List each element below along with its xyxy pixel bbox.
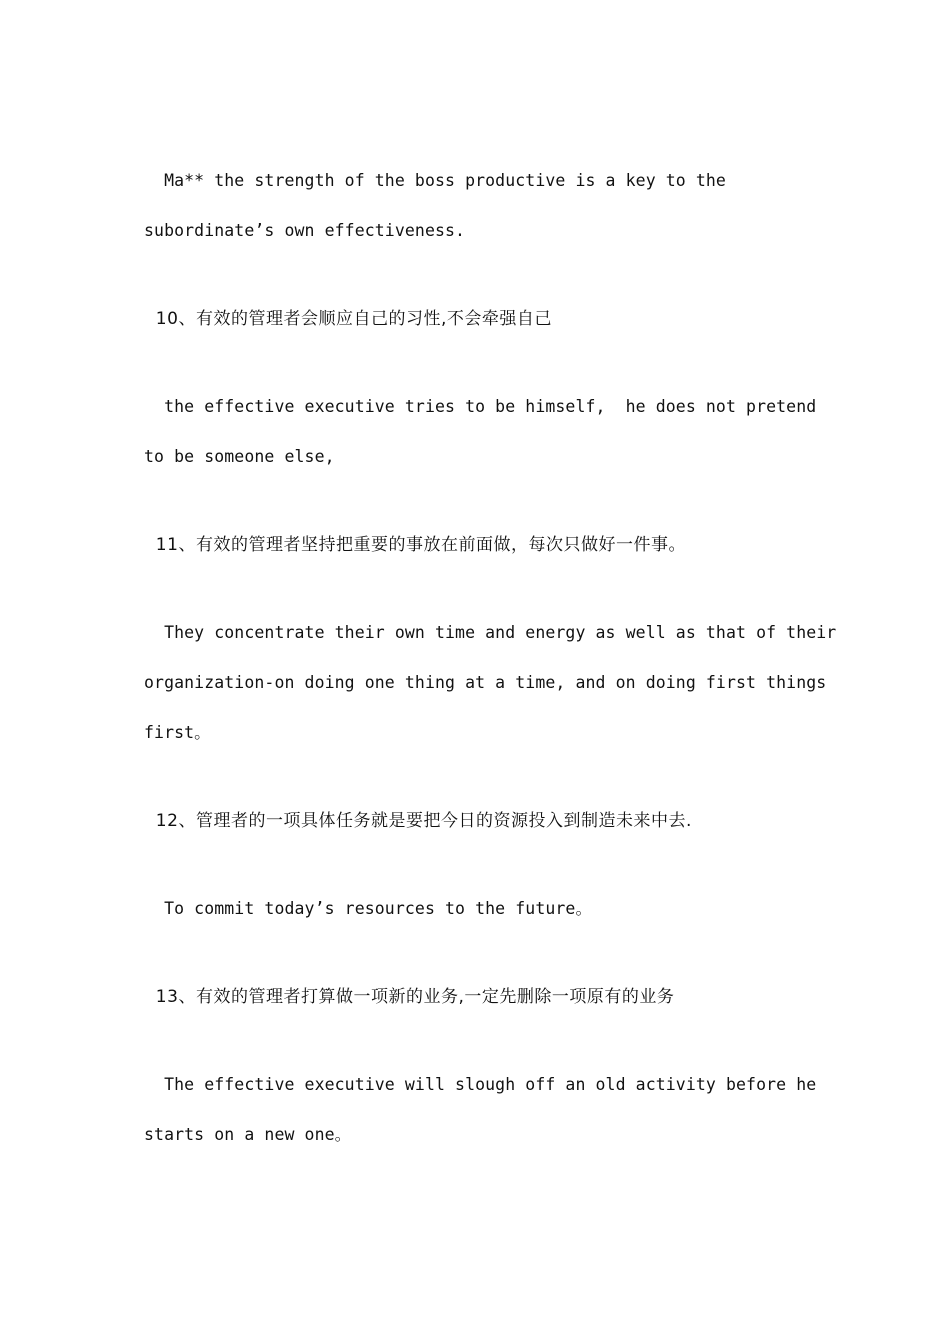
text-line: subordinate’s own effectiveness. <box>144 221 466 240</box>
text-line: the effective executive tries to be himself, he does not pretend <box>144 397 817 416</box>
heading-item-11: 11、有效的管理者坚持把重要的事放在前面做，每次只做好一件事。 <box>144 535 686 555</box>
text-line: They concentrate their own time and energy as well as that of their <box>144 623 837 642</box>
text-line: To commit today’s resources to the future。 <box>144 899 593 918</box>
heading-item-10: 10、有效的管理者会顺应自己的习性,不会牵强自己 <box>144 309 552 329</box>
text-line: to be someone else, <box>144 447 335 466</box>
text-line: Ma** the strength of the boss productive is a key to the <box>144 171 726 190</box>
heading-item-12: 12、管理者的一项具体任务就是要把今日的资源投入到制造未来中去. <box>144 811 692 831</box>
text-line: The effective executive will slough off an old activity before he <box>144 1075 817 1094</box>
text-line: organization-on doing one thing at a time, and on doing first things <box>144 673 827 692</box>
text-line: starts on a new one。 <box>144 1125 352 1144</box>
heading-item-13: 13、有效的管理者打算做一项新的业务,一定先删除一项原有的业务 <box>144 987 675 1007</box>
text-line: first。 <box>144 723 211 742</box>
